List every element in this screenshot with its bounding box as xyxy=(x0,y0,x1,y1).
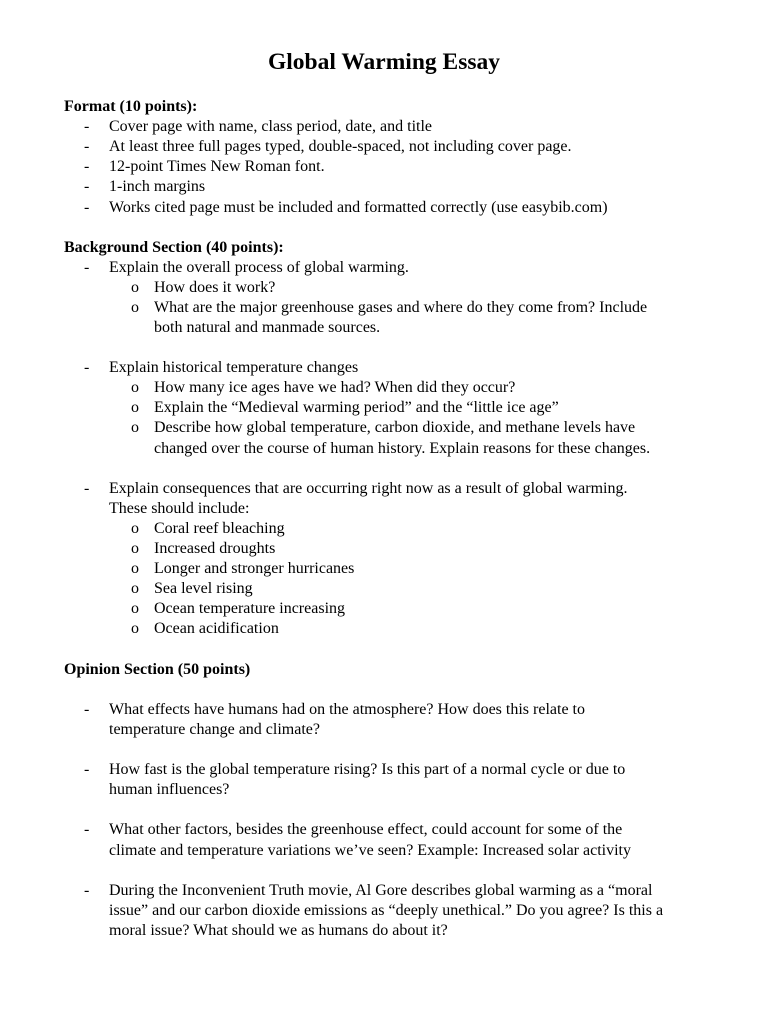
question-text: During the Inconvenient Truth movie, Al Gore describes global warming as a “moral xyxy=(109,882,653,899)
format-item: Works cited page must be included and formatted correctly (use easybib.com) xyxy=(109,199,608,216)
circle-bullet: o xyxy=(131,379,139,396)
dash-bullet: - xyxy=(84,701,90,718)
question-text: How fast is the global temperature rising? Is this part of a normal cycle or due to xyxy=(109,761,626,778)
opinion-heading: Opinion Section (50 points) xyxy=(64,661,251,678)
background-heading: Background Section (40 points): xyxy=(64,239,284,256)
sub-item: How does it work? xyxy=(154,279,276,296)
sub-item: Coral reef bleaching xyxy=(154,520,285,537)
dash-bullet: - xyxy=(84,761,90,778)
question-text-continuation: moral issue? What should we as humans do about it? xyxy=(109,922,448,939)
format-heading: Format (10 points): xyxy=(64,98,198,115)
circle-bullet: o xyxy=(131,600,139,617)
circle-bullet: o xyxy=(131,520,139,537)
format-item: 12-point Times New Roman font. xyxy=(109,158,325,175)
circle-bullet: o xyxy=(131,399,139,416)
question-text-continuation: climate and temperature variations we’ve seen? Example: Increased solar activity xyxy=(109,842,631,859)
dash-bullet: - xyxy=(84,480,90,497)
sub-item-continuation: both natural and manmade sources. xyxy=(154,319,381,336)
format-item: At least three full pages typed, double-spaced, not including cover page. xyxy=(109,138,572,155)
circle-bullet: o xyxy=(131,620,139,637)
format-item: 1-inch margins xyxy=(109,178,206,195)
background-item-text: Explain historical temperature changes xyxy=(109,359,359,376)
sub-item: Explain the “Medieval warming period” and the “little ice age” xyxy=(154,399,559,416)
sub-item: What are the major greenhouse gases and where do they come from? Include xyxy=(154,299,648,316)
circle-bullet: o xyxy=(131,580,139,597)
question-text-continuation: temperature change and climate? xyxy=(109,721,320,738)
question-text: What effects have humans had on the atmosphere? How does this relate to xyxy=(109,701,585,718)
circle-bullet: o xyxy=(131,560,139,577)
sub-item-continuation: changed over the course of human history. Explain reasons for these changes. xyxy=(154,440,651,457)
sub-item: Describe how global temperature, carbon dioxide, and methane levels have xyxy=(154,419,636,436)
dash-bullet: - xyxy=(84,138,90,155)
circle-bullet: o xyxy=(131,419,139,436)
sub-item: How many ice ages have we had? When did they occur? xyxy=(154,379,516,396)
sub-item: Sea level rising xyxy=(154,580,253,597)
circle-bullet: o xyxy=(131,540,139,557)
dash-bullet: - xyxy=(84,359,90,376)
question-text-continuation: human influences? xyxy=(109,781,230,798)
background-item-text: Explain consequences that are occurring right now as a result of global warming. xyxy=(109,480,628,497)
format-item: Cover page with name, class period, date, and title xyxy=(109,118,433,135)
sub-item: Increased droughts xyxy=(154,540,276,557)
dash-bullet: - xyxy=(84,821,90,838)
dash-bullet: - xyxy=(84,199,90,216)
circle-bullet: o xyxy=(131,279,139,296)
question-text-continuation: issue” and our carbon dioxide emissions as “deeply unethical.” Do you agree? Is this a xyxy=(109,902,664,919)
question-text: What other factors, besides the greenhouse effect, could account for some of the xyxy=(109,821,623,838)
sub-item: Ocean acidification xyxy=(154,620,279,637)
document-title: Global Warming Essay xyxy=(267,49,500,75)
background-item-text-continuation: These should include: xyxy=(109,500,250,517)
dash-bullet: - xyxy=(84,118,90,135)
background-item-text: Explain the overall process of global warming. xyxy=(109,259,409,276)
circle-bullet: o xyxy=(131,299,139,316)
sub-item: Longer and stronger hurricanes xyxy=(154,560,355,577)
dash-bullet: - xyxy=(84,882,90,899)
dash-bullet: - xyxy=(84,158,90,175)
sub-item: Ocean temperature increasing xyxy=(154,600,346,617)
dash-bullet: - xyxy=(84,259,90,276)
dash-bullet: - xyxy=(84,178,90,195)
